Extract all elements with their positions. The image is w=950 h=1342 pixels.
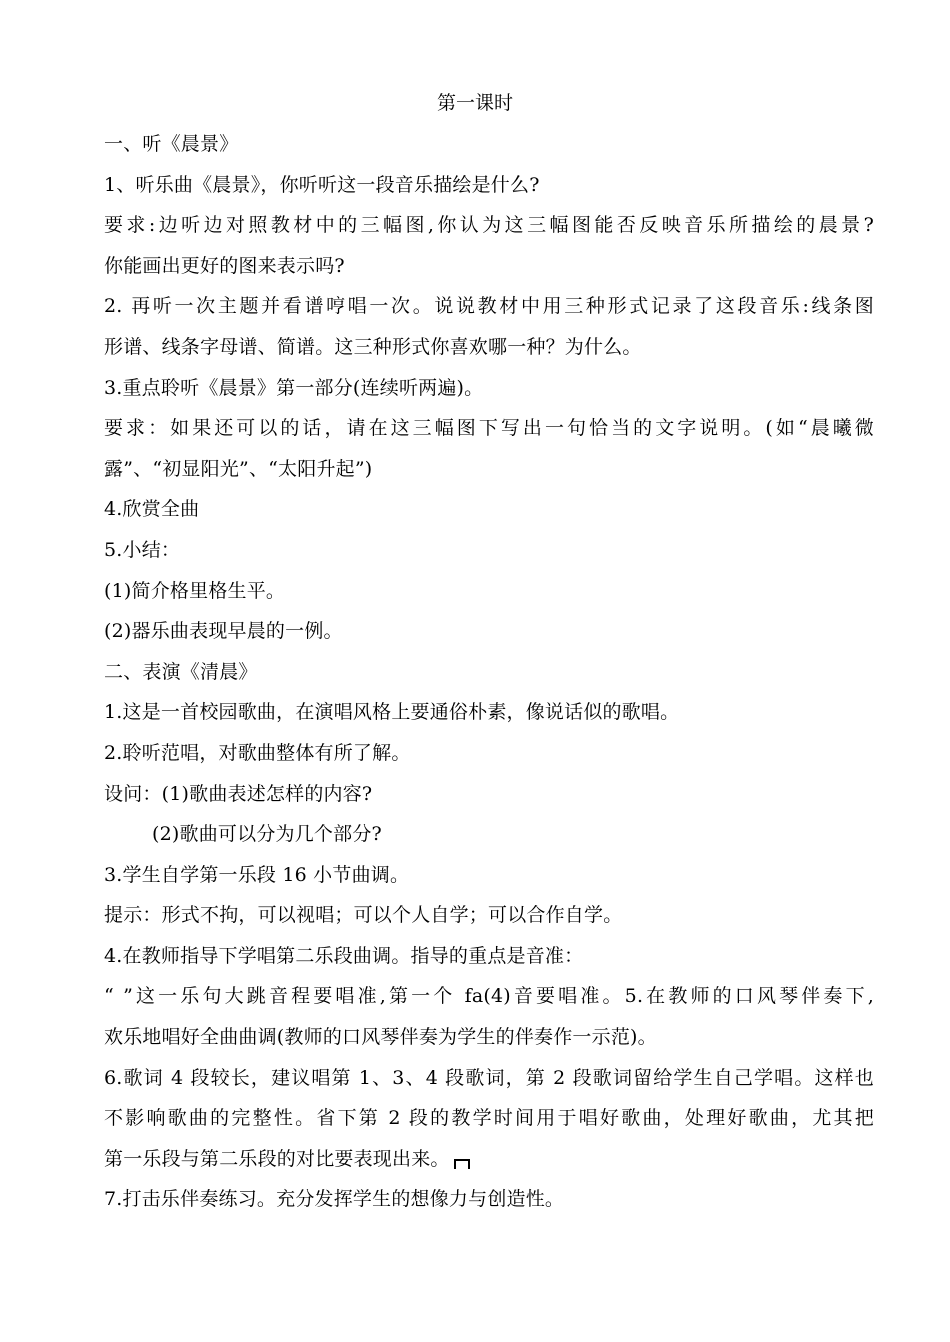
paragraph-line: 3.重点聆听《晨景》第一部分(连续听两遍)。 [104, 376, 484, 399]
paragraph-line: (2)器乐曲表现早晨的一例。 [104, 620, 343, 643]
paragraph-line: 你能画出更好的图来表示吗? [104, 254, 345, 277]
paragraph-line: 6.歌词 4 段较长，建议唱第 1、3、4 段歌词，第 2 段歌词留给学生自己学唱。这样也 [104, 1066, 874, 1089]
lesson-title: 第一课时 [436, 92, 513, 114]
paragraph-line: 4.欣赏全曲 [104, 498, 200, 521]
paragraph-line: 要求：如果还可以的话，请在这三幅图下写出一句恰当的文字说明。(如“晨曦微 [104, 417, 874, 440]
paragraph-line: 4.在教师指导下学唱第二乐段曲调。指导的重点是音准： [104, 944, 584, 967]
paragraph-line: 2. 再听一次主题并看谱哼唱一次。说说教材中用三种形式记录了这段音乐:线条图 [104, 295, 874, 318]
paragraph-line: 提示：形式不拘，可以视唱；可以个人自学；可以合作自学。 [104, 904, 623, 927]
paragraph-line: 7.打击乐伴奏练习。充分发挥学生的想像力与创造性。 [104, 1188, 565, 1211]
paragraph-line: 1.这是一首校园歌曲，在演唱风格上要通俗朴素，像说话似的歌唱。 [104, 701, 680, 724]
paragraph-line: 露”、“初显阳光”、“太阳升起”) [104, 457, 373, 480]
paragraph-line: 2.聆听范唱，对歌曲整体有所了解。 [104, 741, 411, 764]
paragraph-line: 要求:边听边对照教材中的三幅图,你认为这三幅图能否反映音乐所描绘的晨景? [104, 214, 874, 237]
paragraph-line: 设问：(1)歌曲表述怎样的内容? [104, 782, 373, 805]
paragraph-line: (2)歌曲可以分为几个部分? [152, 823, 382, 846]
paragraph-line: (1)简介格里格生平。 [104, 579, 286, 602]
paragraph-line: “ ”这一乐句大跳音程要唱准,第一个 fa(4)音要唱准。5.在教师的口风琴伴奏下, [104, 985, 874, 1008]
paragraph-line-with-mark [104, 1139, 874, 1180]
paragraph-line: 3.学生自学第一乐段 16 小节曲调。 [104, 863, 410, 886]
paragraph-line: 1、听乐曲《晨景》，你听听这一段音乐描绘是什么? [104, 173, 540, 196]
paragraph-line: 5.小结： [104, 538, 181, 561]
bracket-mark-icon [454, 1159, 470, 1169]
document-body [104, 124, 874, 1220]
section-heading-listen: 一、听《晨景》 [104, 133, 239, 155]
paragraph-text: 第一乐段与第二乐段的对比要表现出来。 [104, 1147, 450, 1170]
paragraph-line: 欢乐地唱好全曲曲调(教师的口风琴伴奏为学生的伴奏作一示范)。 [104, 1026, 657, 1049]
paragraph-line: 不影响歌曲的完整性。省下第 2 段的教学时间用于唱好歌曲，处理好歌曲，尤其把 [104, 1107, 874, 1130]
paragraph-line: 形谱、线条字母谱、简谱。这三种形式你喜欢哪一种？为什么。 [104, 335, 642, 358]
section-heading-perform: 二、表演《清晨》 [104, 660, 258, 683]
